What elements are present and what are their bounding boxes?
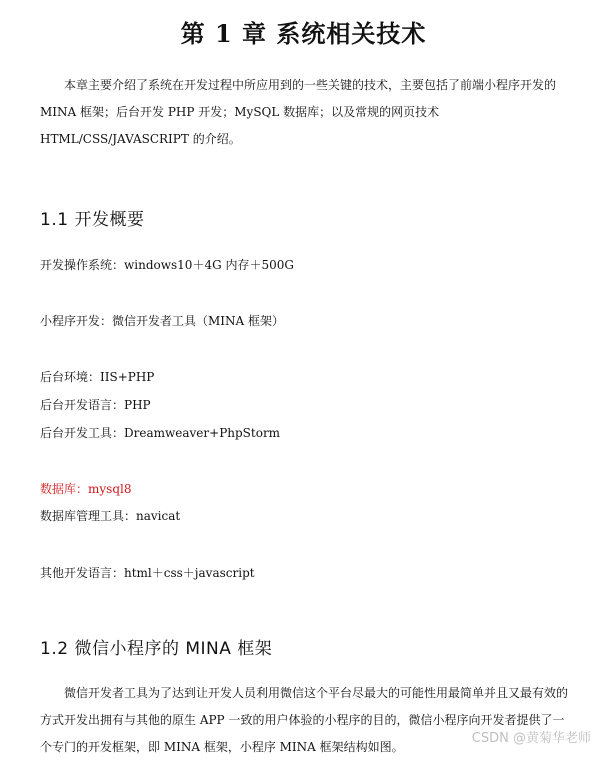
section-heading-mina: 1.2 微信小程序的 MINA 框架 bbox=[40, 639, 273, 659]
spec-backend-tool: 后台开发工具：Dreamweaver+PhpStorm bbox=[40, 426, 281, 440]
spec-database: 数据库：mysql8 bbox=[40, 482, 132, 496]
spec-backend-env: 后台环境：IIS+PHP bbox=[40, 370, 155, 384]
spec-backend-language: 后台开发语言：PHP bbox=[40, 398, 151, 412]
spec-other-languages: 其他开发语言：html＋css＋javascript bbox=[40, 566, 255, 580]
section-heading-overview: 1.1 开发概要 bbox=[40, 210, 145, 230]
spec-miniprogram-tool: 小程序开发：微信开发者工具（MINA 框架） bbox=[40, 314, 285, 328]
mina-paragraph: 微信开发者工具为了达到让开发人员利用微信这个平台尽最大的可能性用最简单并且又最有效的方式开发出拥有与其他的原生 APP 一致的用户体验的小程序的目的，微信小程序向开发者提供了一个专门的开发框架，即 MINA 框架，小程序 MINA 框架结构如图。 bbox=[40, 686, 569, 754]
csdn-watermark: CSDN @黄菊华老师 bbox=[471, 731, 591, 746]
spec-os: 开发操作系统：windows10＋4G 内存＋500G bbox=[40, 258, 294, 272]
intro-paragraph: 本章主要介绍了系统在开发过程中所应用到的一些关键的技术，主要包括了前端小程序开发的 MINA 框架；后台开发 PHP 开发；MySQL 数据库；以及常规的网页技术 HTML/CSS/JAVASCRIPT 的介绍。 bbox=[40, 78, 557, 146]
chapter-title: 第 1 章 系统相关技术 bbox=[180, 19, 427, 48]
spec-db-management: 数据库管理工具：navicat bbox=[40, 509, 181, 523]
